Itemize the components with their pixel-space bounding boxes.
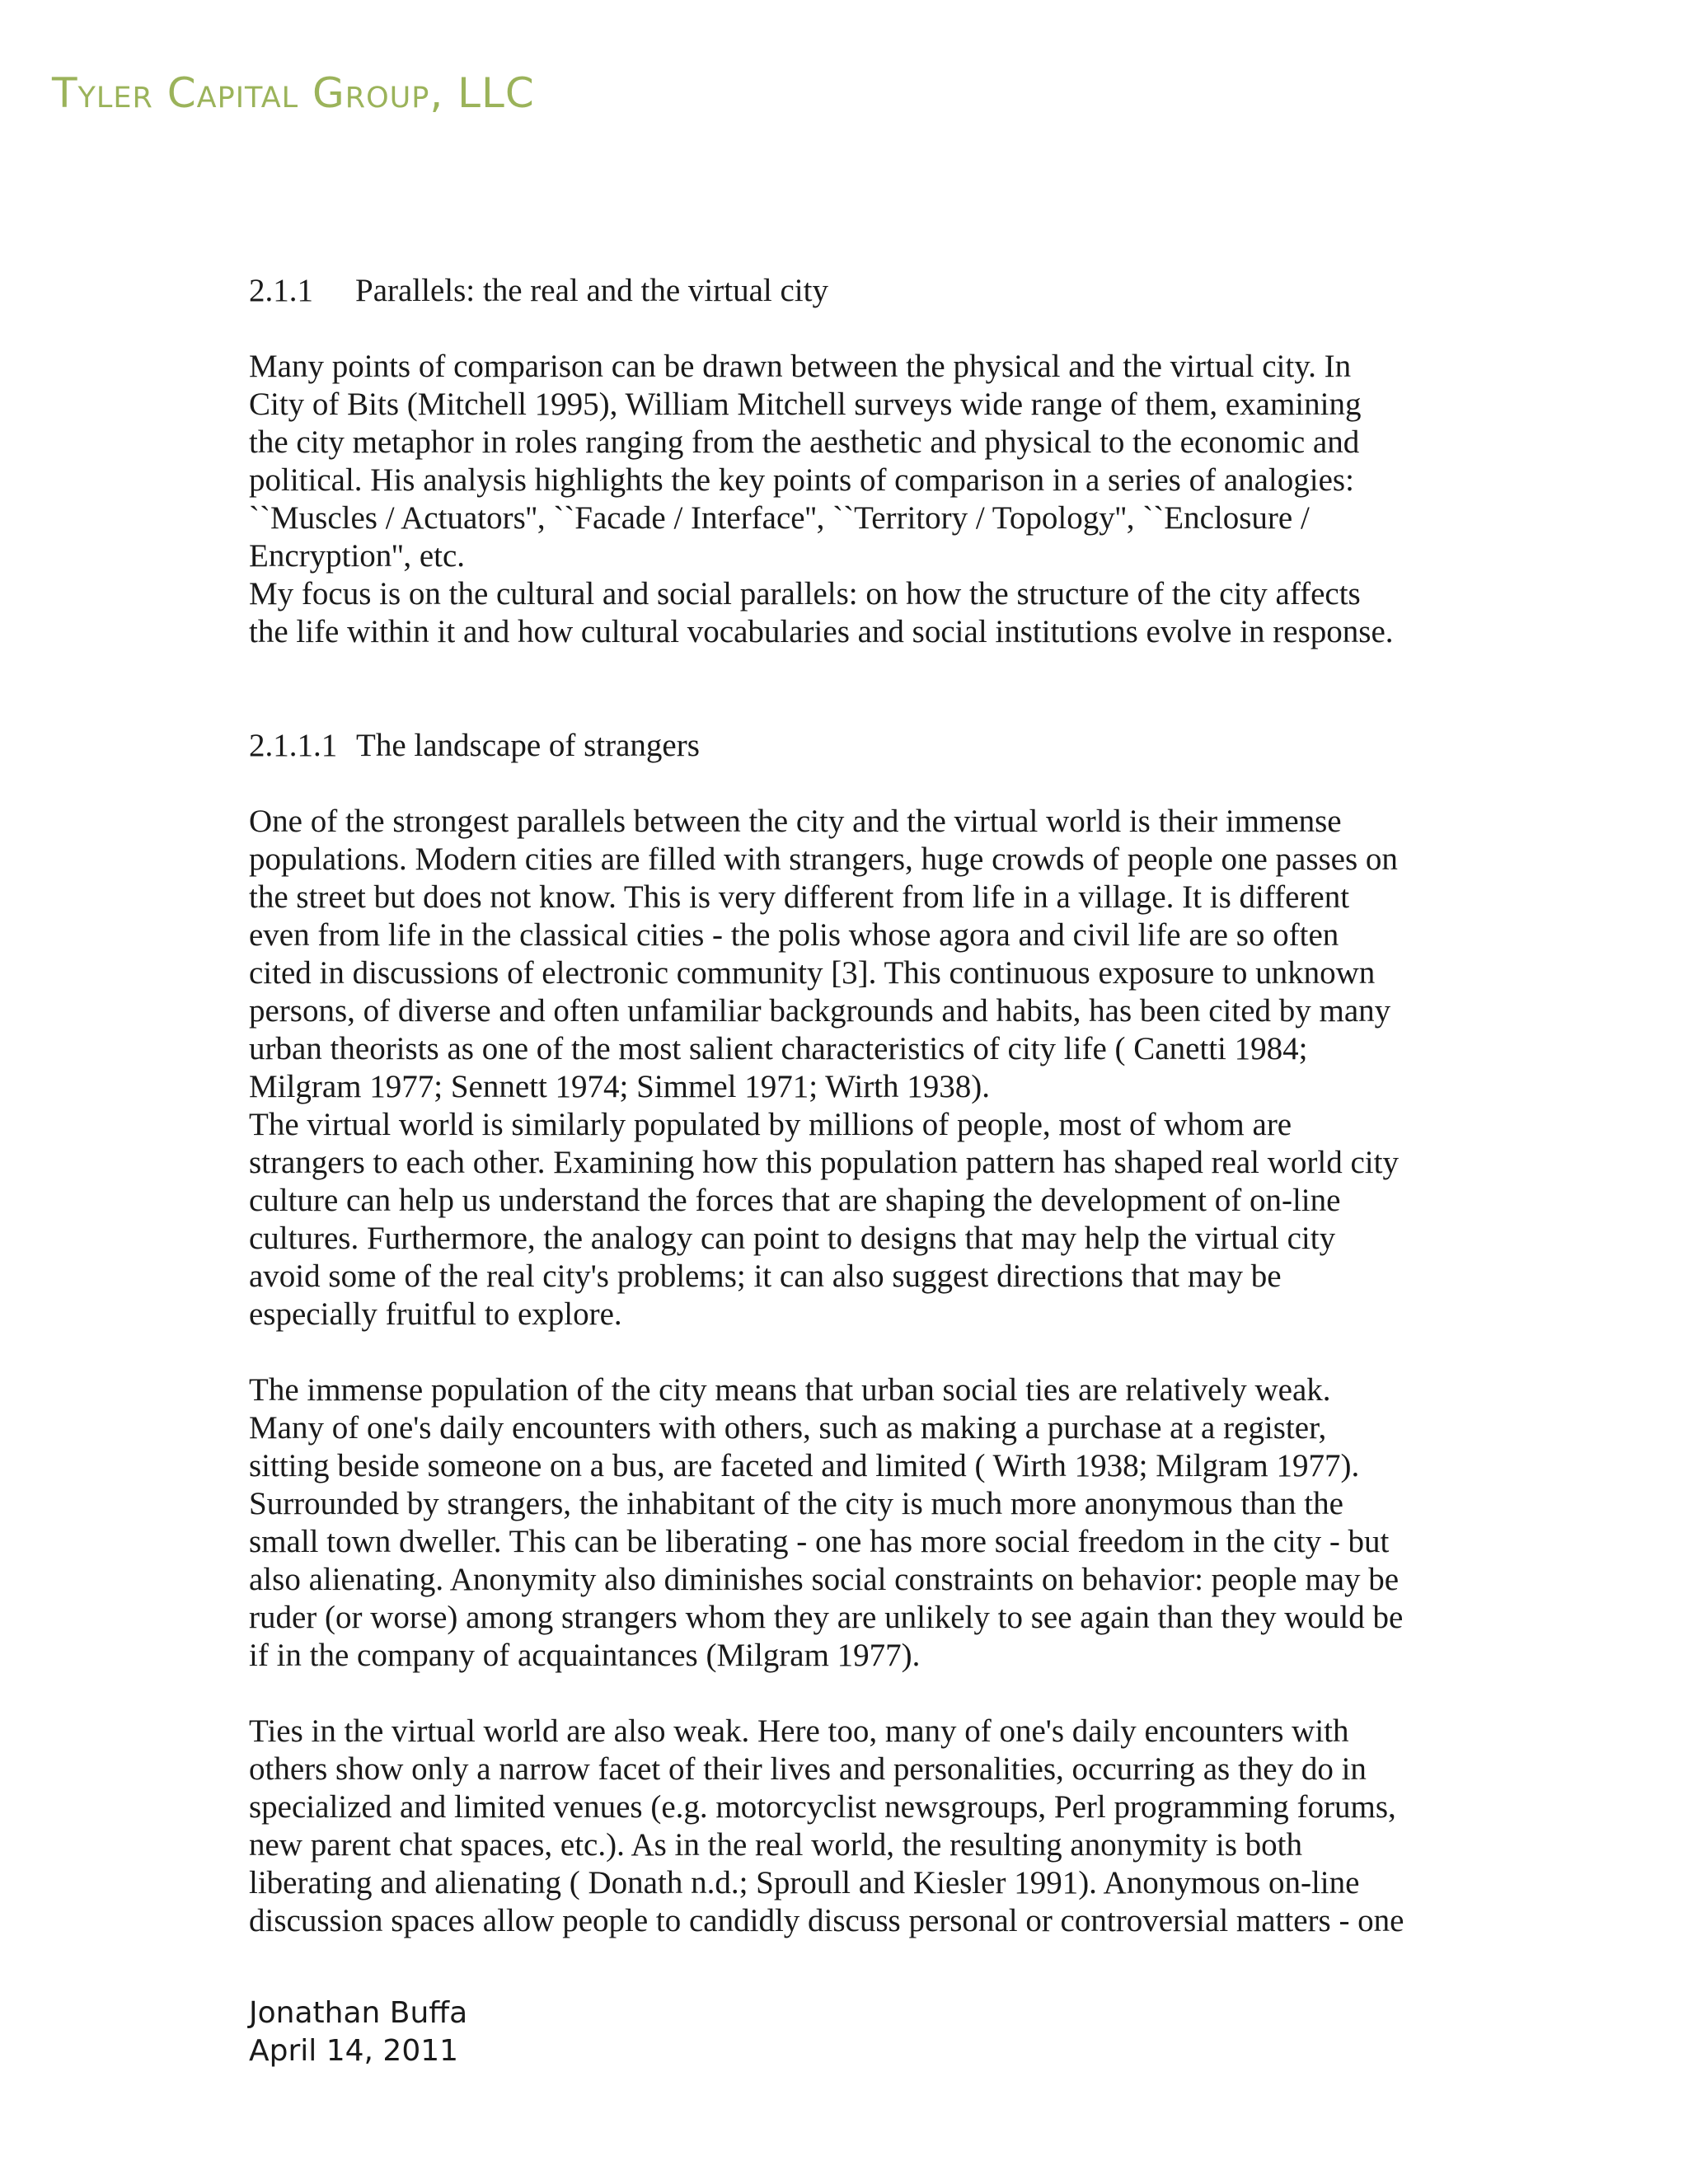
document-body: [249, 272, 1485, 1940]
paragraph: Many points of comparison can be drawn between the physical and the virtual city. In City of Bits (Mitchell 1995), William Mitchell surveys wide range of them, examining the city metaphor in roles ranging from the aesthetic and physical to the economic and political. His analysis highlights the key points of comparison in a series of analogies: ``Muscles / Actuators'', ``Facade / Interface'', ``Territory / Topology'', ``Enclosure / Encryption'', etc. My focus is on the cultural and social parallels: on how the structure of the city affects the life within it and how cultural vocabularies and social institutions evolve in response.: [249, 349, 1394, 649]
section-heading: [249, 272, 1485, 310]
subsection-title: The landscape of strangers: [356, 728, 700, 763]
paragraph: One of the strongest parallels between the city and the virtual world is their immense populations. Modern cities are filled with strangers, huge crowds of people one passes on the street but does not know. This is very different from life in a village. It is different even from life in the classical cities - the polis whose agora and civil life are so often cited in discussions of electronic community [3]. This continuous exposure to unknown persons, of diverse and often unfamiliar backgrounds and habits, has been cited by many urban theorists as one of the most salient characteristics of city life ( Canetti 1984; Milgram 1977; Sennett 1974; Simmel 1971; Wirth 1938). The virtual world is similarly populated by millions of people, most of whom are strangers to each other. Examining how this population pattern has shaped real world city culture can help us understand the forces that are shaping the development of on-line cultures. Furthermore, the analogy can point to designs that may help the virtual city avoid some of the real city's problems; it can also suggest directions that may be especially fruitful to explore.: [249, 804, 1399, 1332]
subsection-heading: [249, 727, 1485, 765]
company-header: Tyler Capital Group, LLC: [52, 69, 535, 117]
section-title: Parallels: the real and the virtual city: [355, 273, 828, 308]
footer-date: April 14, 2011: [249, 2034, 459, 2068]
section-number: 2.1.1: [249, 273, 313, 308]
paragraph: The immense population of the city means that urban social ties are relatively weak. Many of one's daily encounters with others, such as making a purchase at a register, sitting beside someone on a bus, are faceted and limited ( Wirth 1938; Milgram 1977). Surrounded by strangers, the inhabitant of the city is much more anonymous than the small town dweller. This can be liberating - one has more social freedom in the city - but also alienating. Anonymity also diminishes social constraints on behavior: people may be ruder (or worse) among strangers whom they are unlikely to see again than they would be if in the company of acquaintances (Milgram 1977).: [249, 1372, 1404, 1673]
subsection-number: 2.1.1.1: [249, 728, 338, 763]
paragraph: Ties in the virtual world are also weak. Here too, many of one's daily encounters with others show only a narrow facet of their lives and personalities, occurring as they do in specialized and limited venues (e.g. motorcyclist newsgroups, Perl programming forums, new parent chat spaces, etc.). As in the real world, the resulting anonymity is both liberating and alienating ( Donath n.d.; Sproull and Kiesler 1991). Anonymous on-line discussion spaces allow people to candidly discuss personal or controversial matters - one: [249, 1713, 1404, 1938]
footer: [249, 1994, 467, 2070]
footer-author: Jonathan Buffa: [249, 1996, 468, 2030]
